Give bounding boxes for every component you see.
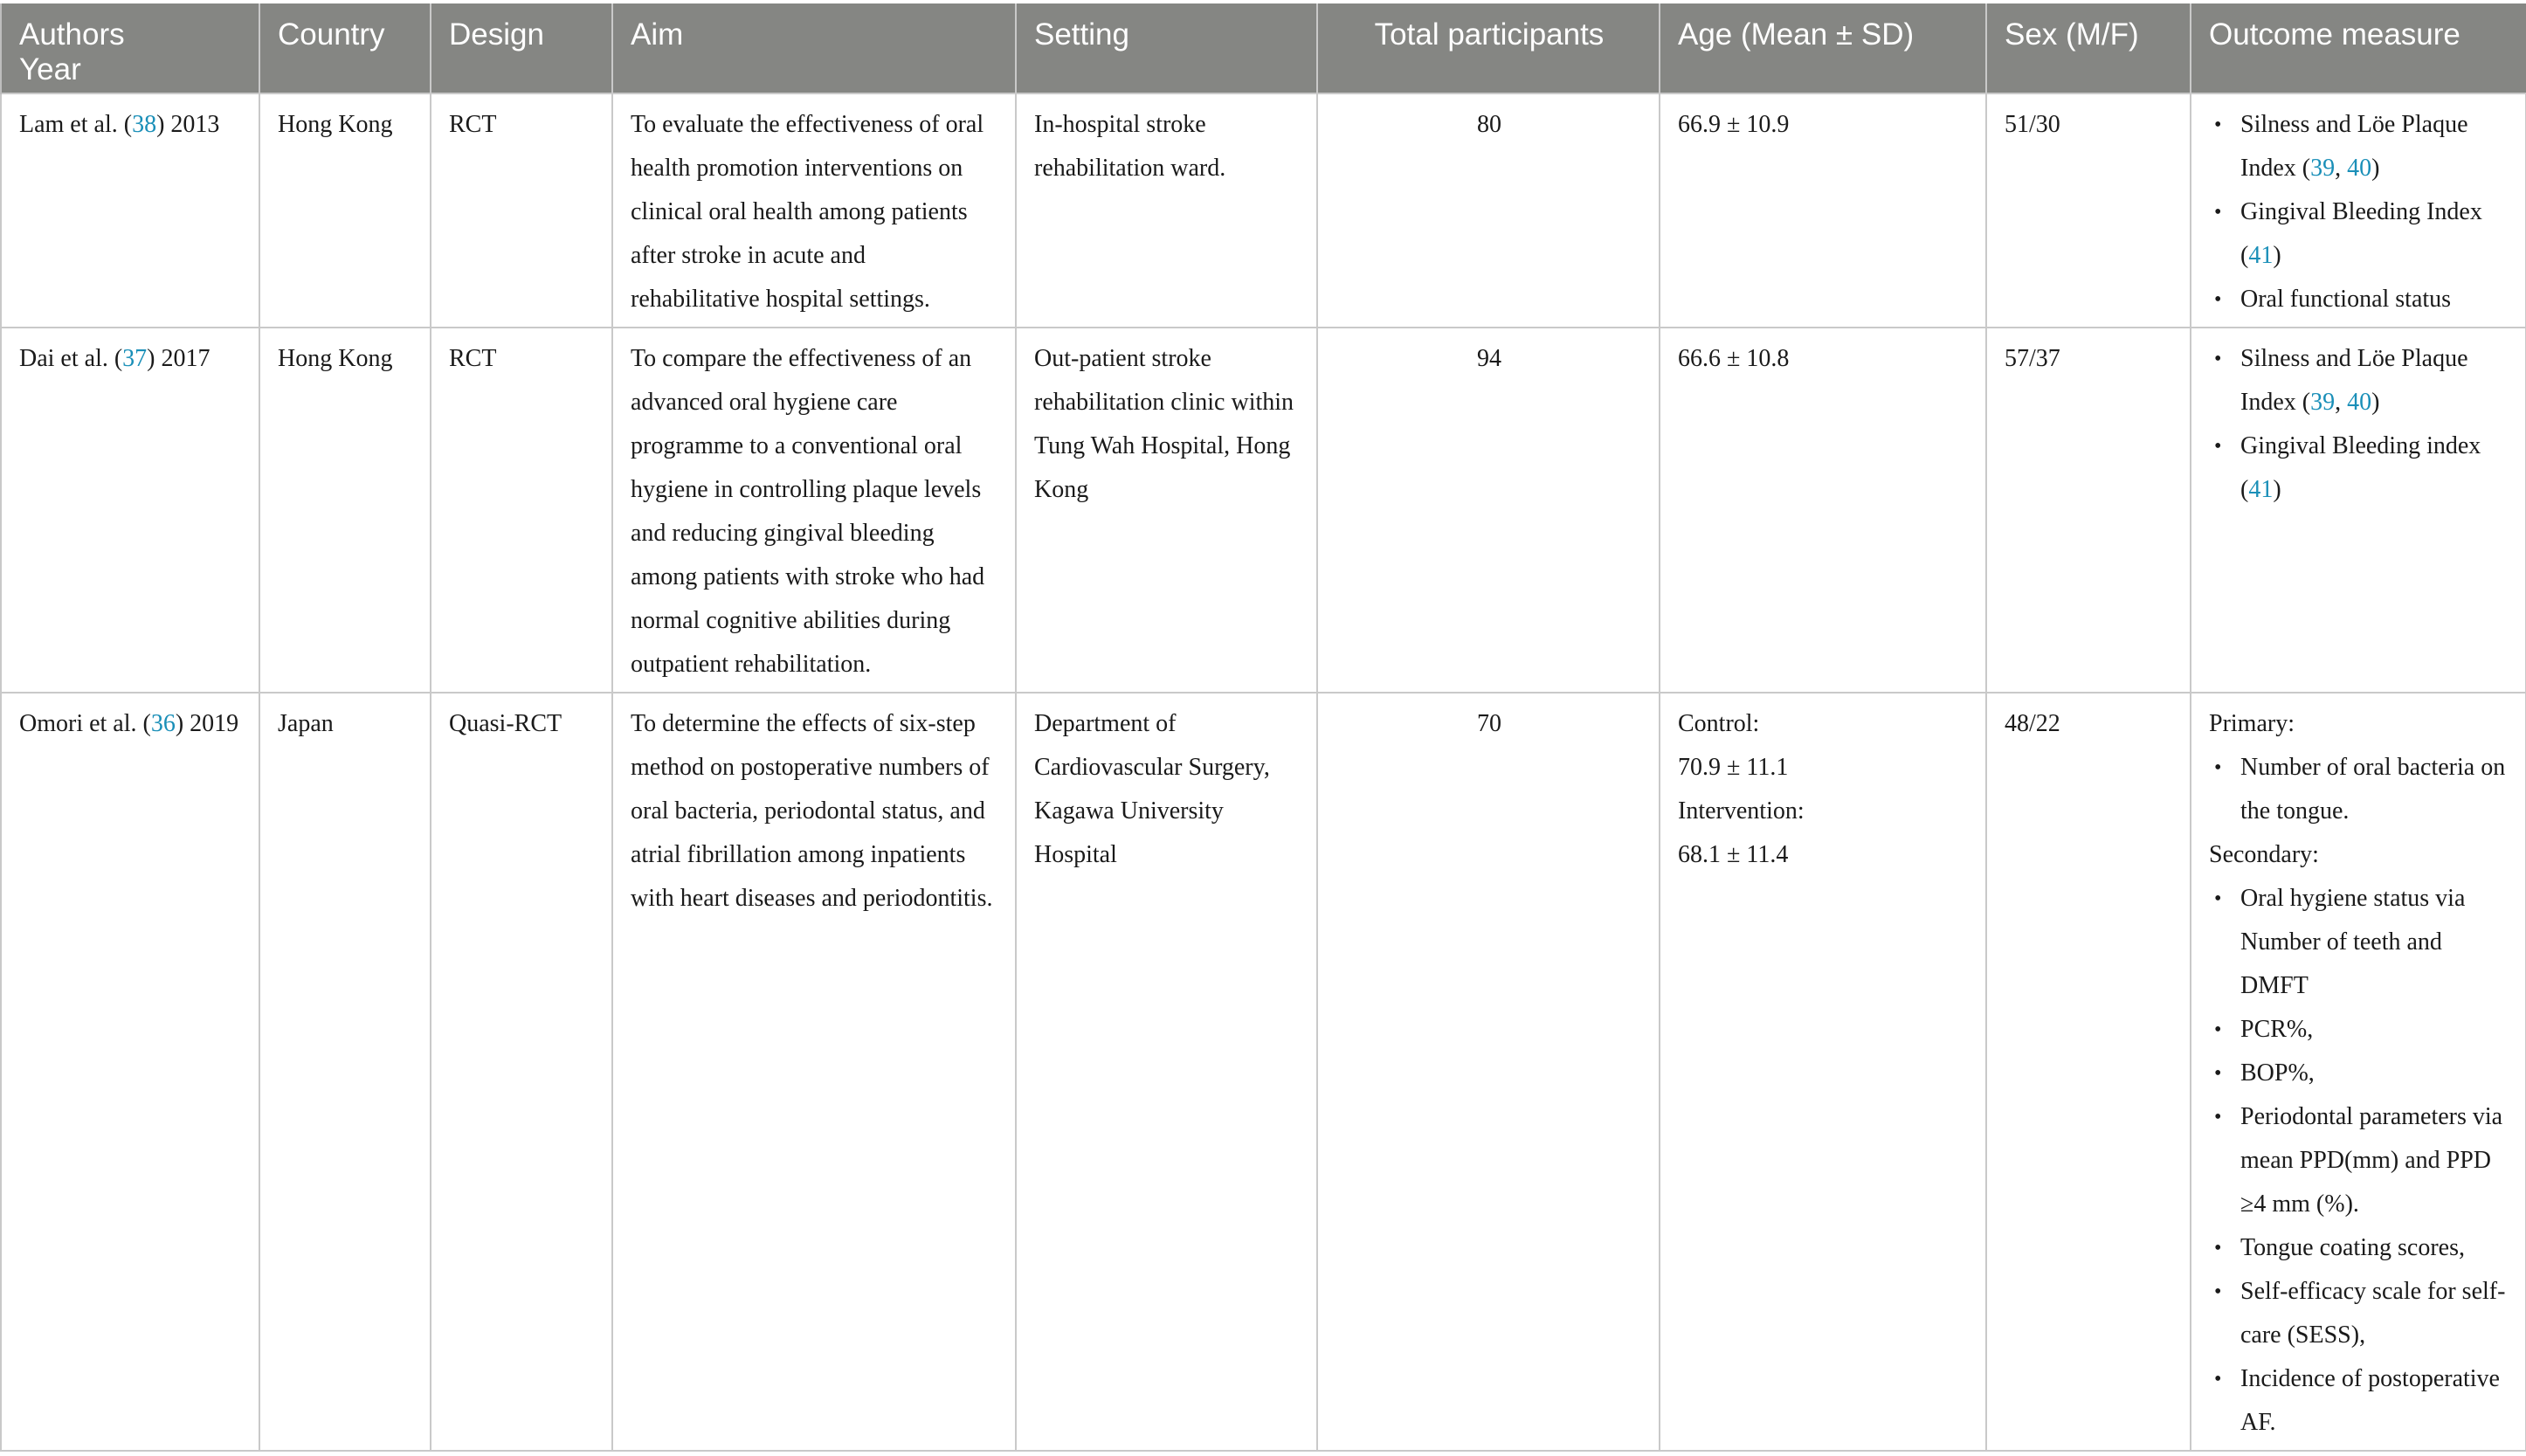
list-item: • Oral hygiene status via Number of teeth and DMFT [2240, 877, 2509, 1008]
cell-outcome [2191, 328, 2526, 693]
cell-country: Hong Kong [259, 93, 431, 328]
cell-sex: 57/37 [1986, 328, 2191, 693]
outcome-text: Silness and Löe Plaque Index ( [2240, 111, 2468, 182]
cell-setting: Department of Cardiovascular Surgery, Kagawa University Hospital [1016, 693, 1317, 1451]
cell-aim: To determine the effects of six-step method on postoperative numbers of oral bacteria, periodontal status, and atrial fibrillation among inpatients with heart diseases and periodontitis. [612, 693, 1016, 1451]
cell-total: 80 [1317, 93, 1660, 328]
list-item [2240, 424, 2509, 512]
cell-country: Japan [259, 693, 431, 1451]
cell-author [1, 93, 259, 328]
list-item [2240, 337, 2509, 424]
cell-outcome [2191, 93, 2526, 328]
list-item [2240, 103, 2509, 190]
header-design: Design [431, 3, 612, 93]
author-year-text: ) 2019 [175, 710, 239, 737]
list-item [2240, 190, 2509, 278]
reference-link[interactable]: 39 [2310, 389, 2336, 416]
cell-outcome [2191, 693, 2526, 1451]
cell-age: 66.9 ± 10.9 [1660, 93, 1986, 328]
cell-sex: 51/30 [1986, 93, 2191, 328]
table-header-row [1, 3, 2526, 93]
reference-link[interactable]: 36 [150, 710, 176, 737]
studies-table [0, 3, 2526, 1452]
list-item: • PCR%, [2240, 1008, 2509, 1052]
cell-design: Quasi-RCT [431, 693, 612, 1451]
author-year-text: ) 2017 [147, 345, 210, 372]
age-intervention-value: 68.1 ± 11.4 [1678, 841, 1789, 868]
secondary-outcome-list [2209, 877, 2509, 1445]
reference-link[interactable]: 37 [122, 345, 148, 372]
list-item: • Oral functional status [2240, 278, 2509, 321]
cell-setting: Out-patient stroke rehabilitation clinic within Tung Wah Hospital, Hong Kong [1016, 328, 1317, 693]
cell-author [1, 328, 259, 693]
cell-sex: 48/22 [1986, 693, 2191, 1451]
cell-total: 94 [1317, 328, 1660, 693]
outcome-text: Gingival Bleeding Index ( [2240, 198, 2482, 269]
header-setting: Setting [1016, 3, 1317, 93]
table-row [1, 93, 2526, 328]
author-year-text: ) 2013 [156, 111, 220, 138]
list-item: • Incidence of postoperative AF. [2240, 1357, 2509, 1445]
age-control-value: 70.9 ± 11.1 [1678, 754, 1789, 781]
primary-outcome-list [2209, 746, 2509, 833]
header-aim: Aim [612, 3, 1016, 93]
outcome-text: Gingival Bleeding index ( [2240, 432, 2481, 503]
primary-label: Primary: [2209, 710, 2295, 737]
header-authors-year [1, 3, 259, 93]
cell-setting: In-hospital stroke rehabilitation ward. [1016, 93, 1317, 328]
outcome-list [2209, 337, 2509, 512]
author-text: Omori et al. ( [19, 710, 151, 737]
list-item: • Number of oral bacteria on the tongue. [2240, 746, 2509, 833]
reference-link[interactable]: 41 [2248, 242, 2274, 269]
age-intervention-label: Intervention: [1678, 797, 1805, 825]
outcome-list [2209, 103, 2509, 321]
reference-link[interactable]: 41 [2248, 476, 2274, 503]
cell-design: RCT [431, 93, 612, 328]
closing-paren: ) [2273, 476, 2281, 503]
cell-country: Hong Kong [259, 328, 431, 693]
list-item: • Periodontal parameters via mean PPD(mm) and PPD ≥4 mm (%). [2240, 1095, 2509, 1226]
header-total-participants: Total participants [1317, 3, 1660, 93]
cell-aim: To compare the effectiveness of an advanced oral hygiene care programme to a conventional oral hygiene in controlling plaque levels and reducing gingival bleeding among patients with stroke who had normal cognitive abilities during outpatient rehabilitation. [612, 328, 1016, 693]
cell-aim: To evaluate the effectiveness of oral health promotion interventions on clinical oral health among patients after stroke in acute and rehabilitative hospital settings. [612, 93, 1016, 328]
list-item: • BOP%, [2240, 1052, 2509, 1095]
header-year: Year [19, 52, 81, 86]
cell-total: 70 [1317, 693, 1660, 1451]
table-row [1, 693, 2526, 1451]
list-item: • Tongue coating scores, [2240, 1226, 2509, 1270]
cell-author [1, 693, 259, 1451]
author-text: Lam et al. ( [19, 111, 133, 138]
cell-design: RCT [431, 328, 612, 693]
separator-text: , [2335, 389, 2348, 416]
cell-age: 66.6 ± 10.8 [1660, 328, 1986, 693]
reference-link[interactable]: 40 [2347, 389, 2372, 416]
reference-link[interactable]: 39 [2310, 155, 2336, 182]
cell-age [1660, 693, 1986, 1451]
reference-link[interactable]: 40 [2347, 155, 2372, 182]
header-sex: Sex (M/F) [1986, 3, 2191, 93]
table-row [1, 328, 2526, 693]
author-text: Dai et al. ( [19, 345, 123, 372]
age-control-label: Control: [1678, 710, 1760, 737]
header-outcome: Outcome measure [2191, 3, 2526, 93]
header-authors: Authors [19, 17, 125, 52]
secondary-label: Secondary: [2209, 841, 2319, 868]
header-country: Country [259, 3, 431, 93]
closing-paren: ) [2371, 389, 2380, 416]
list-item: • Self-efficacy scale for self-care (SESS), [2240, 1270, 2509, 1357]
closing-paren: ) [2273, 242, 2281, 269]
reference-link[interactable]: 38 [132, 111, 157, 138]
closing-paren: ) [2371, 155, 2380, 182]
header-age: Age (Mean ± SD) [1660, 3, 1986, 93]
separator-text: , [2335, 155, 2348, 182]
outcome-text: Silness and Löe Plaque Index ( [2240, 345, 2468, 416]
